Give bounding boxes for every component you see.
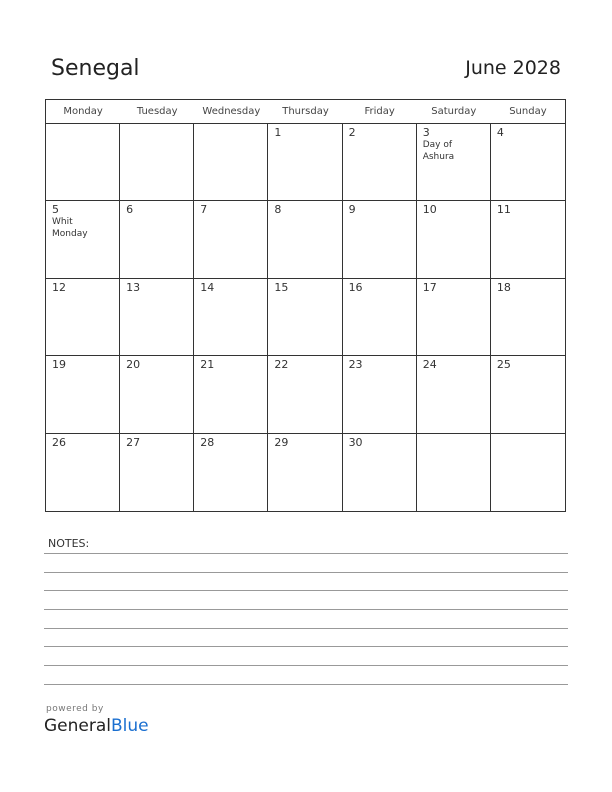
day-number: 22 [274, 358, 289, 372]
day-cell [268, 124, 342, 201]
day-cell [417, 201, 491, 278]
weekday-header: Sunday [491, 100, 565, 124]
brand-general: General [44, 716, 111, 736]
day-number: 20 [126, 358, 141, 372]
day-cell [491, 356, 565, 433]
day-cell [46, 124, 120, 201]
day-number: 27 [126, 435, 141, 449]
country-title: Senegal [51, 56, 140, 81]
note-line [44, 646, 568, 647]
brand-blue: Blue [111, 716, 149, 736]
brand-logo [44, 716, 149, 736]
note-line [44, 609, 568, 610]
day-cell [46, 434, 120, 511]
day-number: 19 [52, 358, 66, 372]
day-number: 14 [200, 280, 215, 294]
day-number: 11 [496, 203, 511, 217]
weekday-header: Friday [343, 100, 417, 124]
day-number: 6 [126, 203, 134, 217]
day-cell [417, 356, 491, 433]
day-cell [343, 356, 417, 433]
day-number: 10 [422, 203, 437, 217]
powered-by-text: powered by [46, 704, 104, 714]
day-number: 5 [52, 203, 59, 217]
day-cell [343, 434, 417, 511]
day-cell [194, 201, 268, 278]
day-cell [120, 356, 194, 433]
day-cell [417, 279, 491, 356]
day-cell [268, 356, 342, 433]
day-cell [417, 124, 491, 201]
weekday-header: Monday [46, 100, 120, 124]
day-number: 28 [200, 435, 215, 449]
day-number: 23 [348, 358, 363, 372]
day-number: 21 [200, 358, 215, 372]
day-number: 4 [496, 126, 504, 139]
day-cell [491, 434, 565, 511]
note-line [44, 572, 568, 573]
note-line [44, 590, 568, 591]
note-line [44, 553, 568, 554]
day-number: 7 [200, 203, 208, 217]
day-number: 30 [348, 435, 363, 449]
day-cell [194, 124, 268, 201]
day-cell [46, 201, 120, 278]
weekday-header: Thursday [268, 100, 342, 124]
day-number: 1 [274, 126, 282, 139]
note-line [44, 665, 568, 666]
day-cell [120, 279, 194, 356]
day-cell [491, 279, 565, 356]
note-line [44, 684, 568, 685]
day-cell [120, 201, 194, 278]
day-cell [120, 124, 194, 201]
day-cell [268, 279, 342, 356]
weekday-header: Saturday [417, 100, 491, 124]
day-cell [343, 201, 417, 278]
day-number: 15 [274, 280, 289, 294]
note-line [44, 628, 568, 629]
day-number: 2 [348, 126, 356, 139]
day-cell [194, 356, 268, 433]
day-number: 16 [348, 280, 363, 294]
notes-label: NOTES: [48, 537, 90, 550]
day-number: 25 [496, 358, 511, 372]
day-cell [491, 124, 565, 201]
weekday-header: Wednesday [194, 100, 268, 124]
day-cell [417, 434, 491, 511]
day-cell [46, 279, 120, 356]
day-number: 9 [348, 203, 356, 217]
day-number: 26 [52, 435, 66, 449]
day-number: 17 [422, 280, 437, 294]
day-cell [491, 201, 565, 278]
day-cell [268, 434, 342, 511]
day-number: 13 [126, 280, 141, 294]
day-number: 29 [274, 435, 289, 449]
day-cell [46, 356, 120, 433]
day-number: 12 [52, 280, 66, 294]
month-year-title: June 2028 [465, 57, 561, 79]
calendar-grid [45, 99, 566, 512]
day-cell [268, 201, 342, 278]
holiday-label: Whit Monday [52, 217, 88, 239]
weekday-header: Tuesday [120, 100, 194, 124]
day-cell [343, 279, 417, 356]
day-cell [194, 279, 268, 356]
day-cell [120, 434, 194, 511]
day-cell [194, 434, 268, 511]
day-cell [343, 124, 417, 201]
day-number: 24 [422, 358, 437, 372]
day-number: 3 [422, 126, 430, 139]
day-number: 8 [274, 203, 282, 217]
holiday-label: Day of Ashura [422, 140, 455, 162]
day-number: 18 [496, 280, 511, 294]
